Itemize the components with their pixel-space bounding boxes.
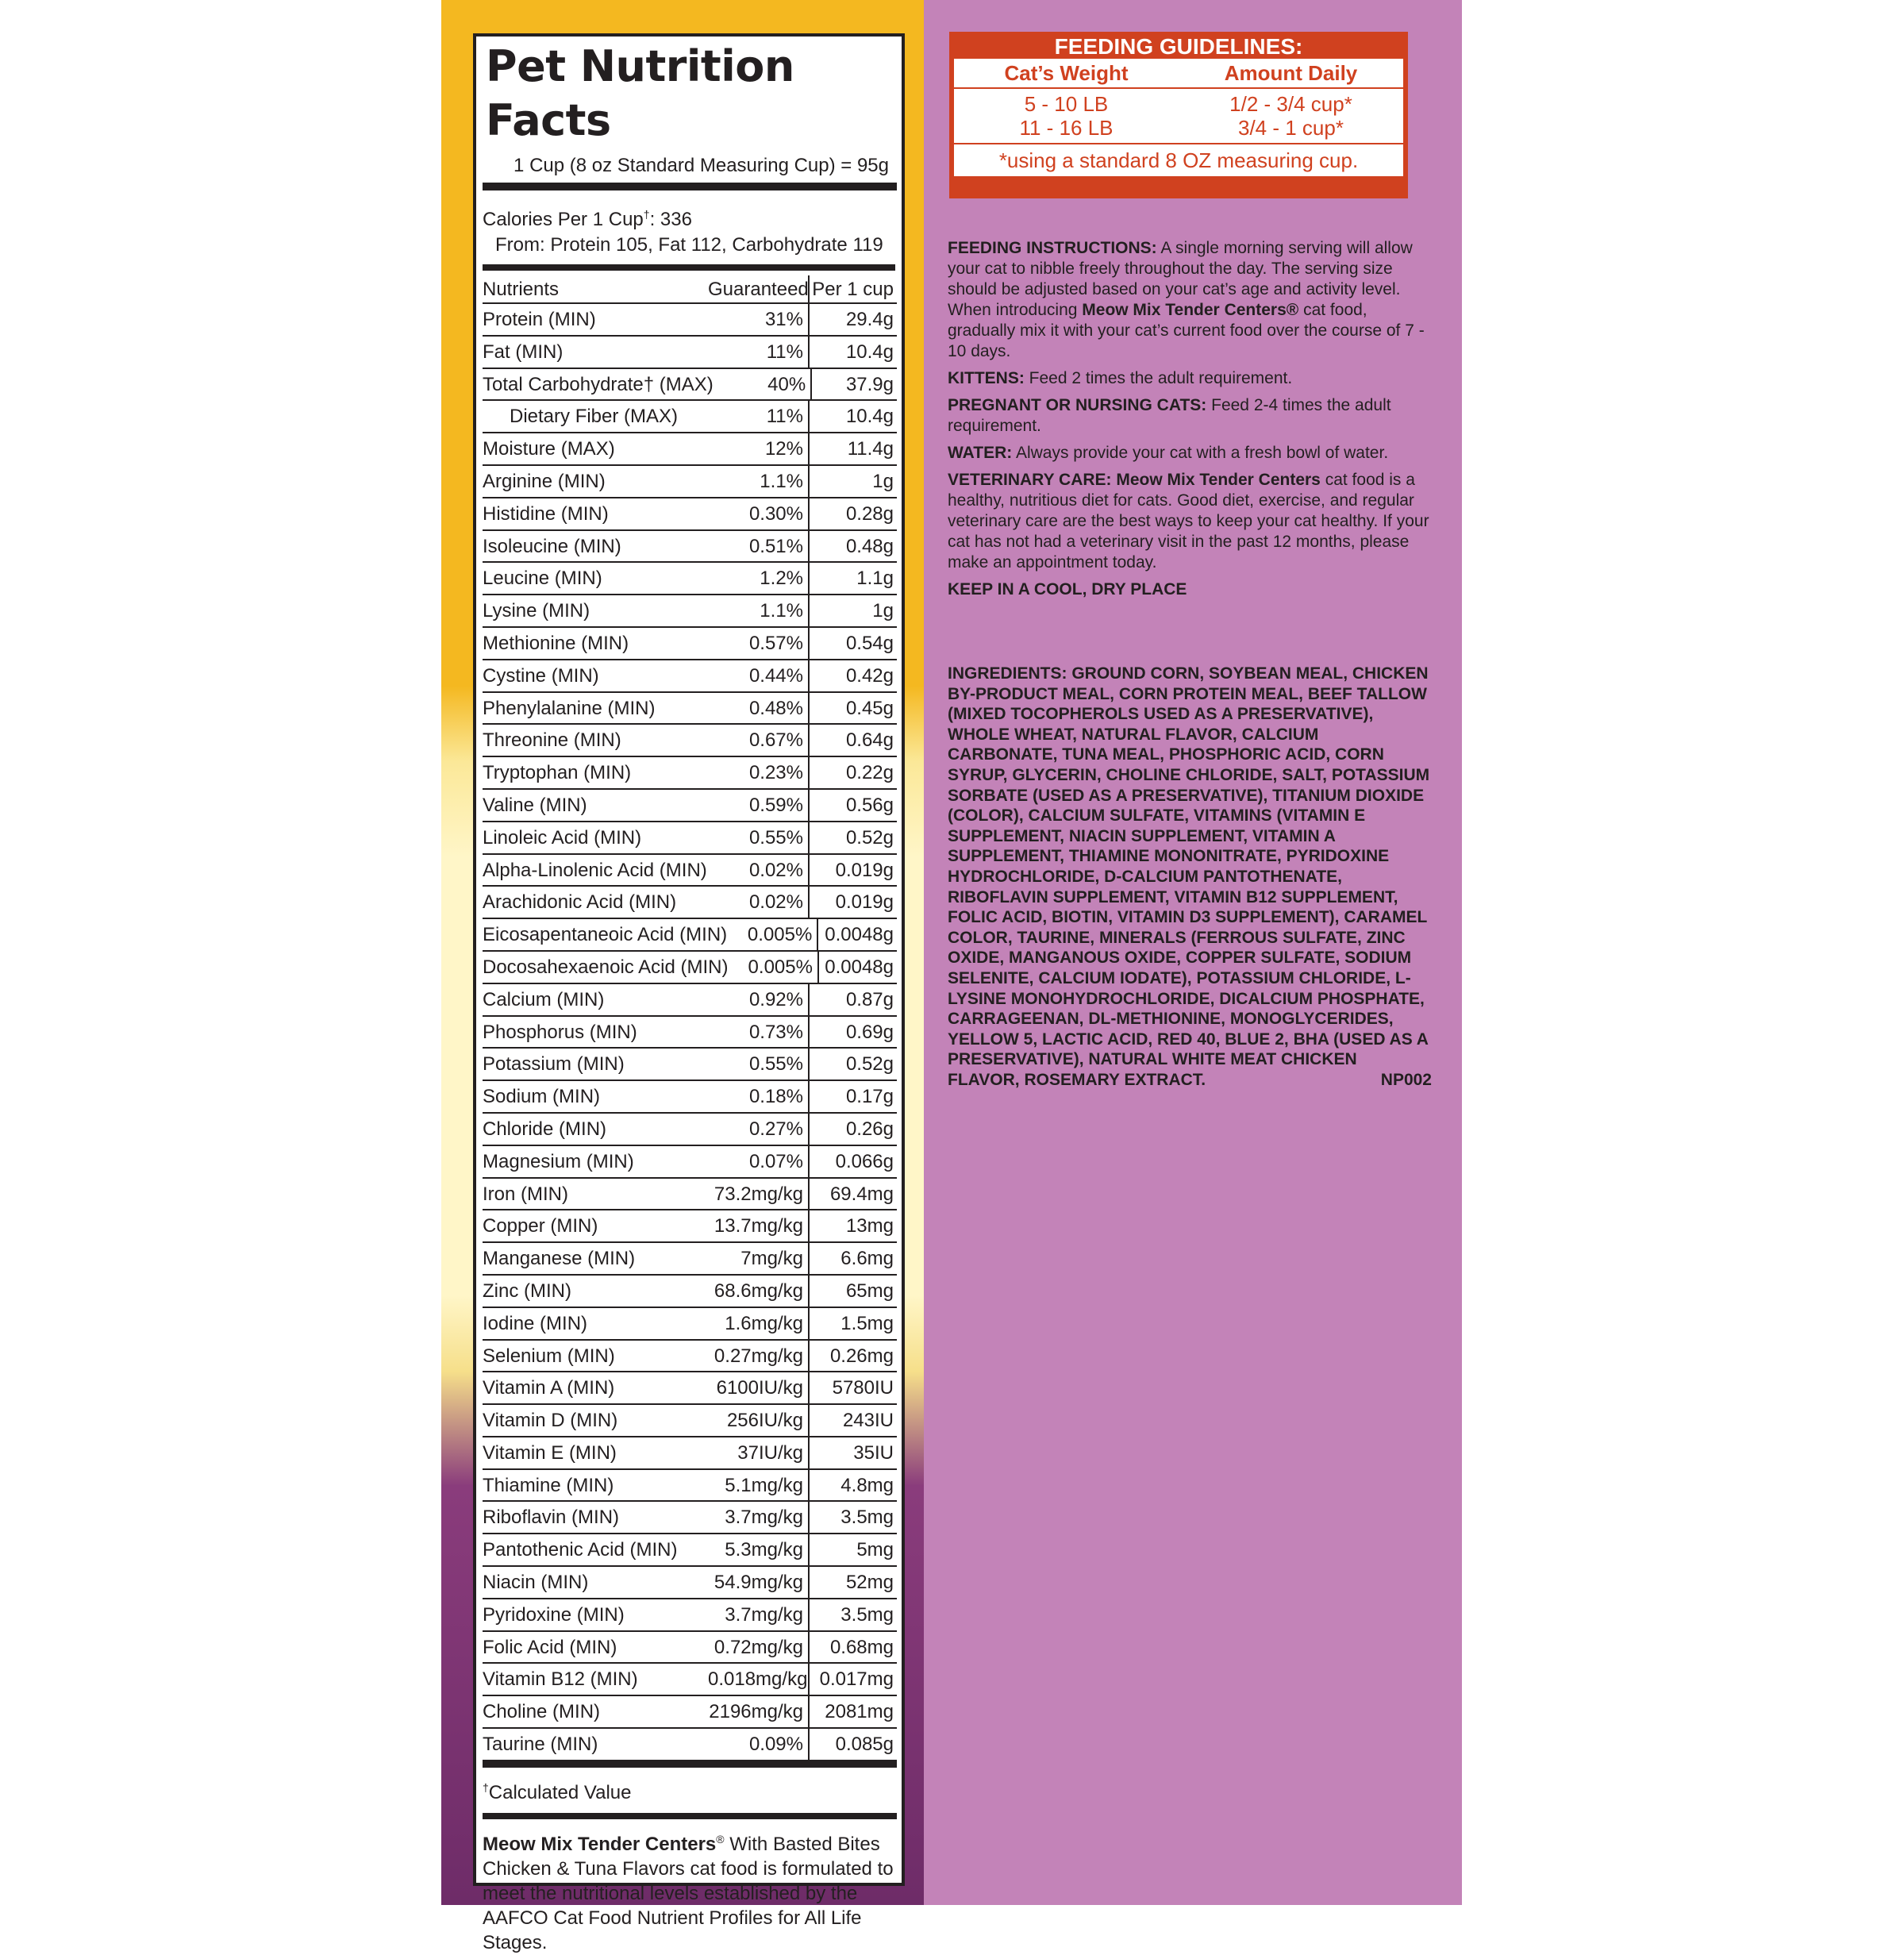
guaranteed-value: 0.59%	[708, 790, 810, 821]
guaranteed-value: 11%	[708, 337, 810, 368]
per-cup-value: 52mg	[845, 1572, 894, 1594]
table-row	[483, 1567, 897, 1599]
dagger-mark: †	[643, 208, 650, 221]
table-row	[483, 1599, 897, 1632]
keep-label: KEEP IN A COOL, DRY PLACE	[948, 580, 1187, 598]
guaranteed-value: 0.30%	[708, 498, 810, 529]
feeding-rows	[954, 89, 1403, 144]
per-cup-value: 0.019g	[835, 859, 894, 881]
table-row	[483, 1372, 897, 1405]
table-row	[483, 563, 897, 595]
footnote-text: Calculated Value	[488, 1781, 632, 1803]
table-row	[483, 1049, 897, 1081]
nutrient-name: Magnesium (MIN)	[483, 1150, 634, 1172]
nutrient-name: Choline (MIN)	[483, 1701, 601, 1723]
table-row	[483, 369, 897, 402]
table-row	[483, 1243, 897, 1276]
nutrient-name: Pantothenic Acid (MIN)	[483, 1539, 678, 1561]
per-cup-value: 5780IU	[832, 1377, 894, 1399]
table-header	[483, 275, 897, 304]
guaranteed-value: 11%	[708, 401, 810, 432]
per-cup-value: 0.54g	[845, 632, 894, 654]
fi-label: FEEDING INSTRUCTIONS:	[948, 239, 1157, 257]
per-cup-value: 37.9g	[845, 373, 894, 395]
header-weight: Cat’s Weight	[1004, 61, 1129, 85]
ingredients-block	[948, 664, 1432, 1090]
guaranteed-value: 54.9mg/kg	[708, 1567, 810, 1598]
table-row	[483, 1405, 897, 1437]
ingredients-label: INGREDIENTS:	[948, 664, 1067, 683]
per-cup-value: 0.52g	[845, 826, 894, 849]
nutrient-name: Threonine (MIN)	[483, 729, 621, 752]
water-label: WATER:	[948, 444, 1013, 462]
water-instructions	[948, 443, 1432, 464]
fi-text2: cat food, gradually mix it with your cat’s current food over the course of 7 - 10 days.	[948, 301, 1425, 360]
calories-value: : 336	[649, 209, 692, 230]
amount-cell: 1/2 - 3/4 cup*	[1229, 92, 1352, 116]
per-cup-value: 243IU	[842, 1410, 894, 1432]
nutrient-name: Cystine (MIN)	[483, 664, 599, 687]
instructions-block	[948, 238, 1432, 606]
guaranteed-value: 13.7mg/kg	[708, 1210, 810, 1241]
guaranteed-value: 12%	[708, 433, 810, 464]
statement-brand: Meow Mix Tender Centers	[483, 1833, 717, 1855]
per-cup-value: 0.0048g	[825, 956, 894, 978]
nutrient-name: Manganese (MIN)	[483, 1248, 636, 1270]
per-cup-value: 4.8mg	[840, 1474, 894, 1496]
table-row	[483, 984, 897, 1017]
per-cup-value: 0.26g	[845, 1118, 894, 1140]
per-cup-value: 0.64g	[845, 729, 894, 752]
guaranteed-value: 3.7mg/kg	[708, 1502, 810, 1533]
table-row	[483, 1470, 897, 1503]
nutrient-table	[483, 275, 897, 1761]
nutrient-name: Chloride (MIN)	[483, 1118, 607, 1140]
nutrient-name: Niacin (MIN)	[483, 1572, 589, 1594]
guaranteed-value: 0.55%	[708, 822, 810, 853]
nutrient-name: Linoleic Acid (MIN)	[483, 826, 642, 849]
nutrient-name: Taurine (MIN)	[483, 1734, 598, 1756]
nutrient-name: Fat (MIN)	[483, 341, 564, 363]
nutrient-name: Leucine (MIN)	[483, 568, 602, 590]
guaranteed-value: 1.1%	[708, 595, 810, 626]
guaranteed-value: 0.57%	[708, 628, 810, 659]
ingredients-text: GROUND CORN, SOYBEAN MEAL, CHICKEN BY-PRODUCT MEAL, CORN PROTEIN MEAL, BEEF TALLOW (MIXED TOCOPHEROLS USED AS A PRESERVATIVE), WHOLE WHEAT, NATURAL FLAVOR, CALCIUM CARBONATE, TUNA MEAL, PHOSPHORIC ACID, CORN SYRUP, GLYCERIN, CHOLINE CHLORIDE, SALT, POTASSIUM SORBATE (USED AS A PRESERVATIVE), TITANIUM DIOXIDE (COLOR), CALCIUM SULFATE, VITAMINS (VITAMIN E SUPPLEMENT, NIACIN SUPPLEMENT, VITAMIN A SUPPLEMENT, THIAMINE MONONITRATE, PYRIDOXINE HYDROCHLORIDE, D-CALCIUM PANTOTHENATE, RIBOFLAVIN SUPPLEMENT, VITAMIN B12 SUPPLEMENT, FOLIC ACID, BIOTIN, VITAMIN D3 SUPPLEMENT), CARAMEL COLOR, TAURINE, MINERALS (FERROUS SULFATE, ZINC OXIDE, MANGANOUS OXIDE, COPPER SULFATE, SODIUM SELENITE, CALCIUM IODATE), POTASSIUM CHLORIDE, L-LYSINE MONOHYDROCHLORIDE, DICALCIUM PHOSPHATE, CARRAGEENAN, DL-METHIONINE, MONOGLYCERIDES, YELLOW 5, LACTIC ACID, RED 40, BLUE 2, BHA (USED AS A PRESERVATIVE), NATURAL WHITE MEAT CHICKEN FLAVOR, ROSEMARY EXTRACT.	[948, 664, 1430, 1089]
nutrient-name: Vitamin D (MIN)	[483, 1410, 618, 1432]
nutrition-title: Pet Nutrition Facts	[486, 41, 794, 145]
table-row	[483, 757, 897, 790]
nutrient-name: Riboflavin (MIN)	[483, 1507, 620, 1529]
weight-cell: 11 - 16 LB	[1019, 116, 1114, 140]
table-row	[483, 1114, 897, 1146]
guaranteed-value: 73.2mg/kg	[708, 1179, 810, 1210]
table-row	[483, 531, 897, 564]
table-row	[483, 1017, 897, 1049]
nutrient-name: Vitamin B12 (MIN)	[483, 1668, 638, 1691]
nutrient-name: Moisture (MAX)	[483, 438, 615, 460]
nutrient-name: Thiamine (MIN)	[483, 1474, 614, 1496]
table-row	[483, 595, 897, 628]
weight-cell: 5 - 10 LB	[1024, 92, 1109, 116]
table-row	[483, 693, 897, 725]
guaranteed-value: 0.005%	[727, 919, 818, 950]
pregnant-label: PREGNANT OR NURSING CATS:	[948, 396, 1207, 414]
nutrient-name: Dietary Fiber (MAX)	[510, 406, 679, 428]
guaranteed-value: 37IU/kg	[708, 1437, 810, 1468]
per-cup-value: 0.52g	[845, 1053, 894, 1076]
per-cup-value: 35IU	[853, 1441, 894, 1464]
nutrient-name: Total Carbohydrate† (MAX)	[483, 373, 714, 395]
per-cup-value: 1.5mg	[840, 1312, 894, 1334]
per-cup-value: 3.5mg	[840, 1507, 894, 1529]
vet-brand: Meow Mix Tender Centers	[1111, 471, 1321, 489]
guaranteed-value: 0.02%	[708, 887, 810, 918]
per-cup-value: 1.1g	[856, 568, 894, 590]
nutrient-name: Methionine (MIN)	[483, 632, 629, 654]
guaranteed-value: 0.92%	[708, 984, 810, 1015]
per-cup-value: 0.019g	[835, 891, 894, 914]
per-cup-value: 0.56g	[845, 794, 894, 816]
table-row	[483, 1632, 897, 1664]
calories-block	[483, 202, 895, 271]
guaranteed-value: 0.09%	[708, 1729, 810, 1760]
guaranteed-value: 256IU/kg	[708, 1405, 810, 1436]
nutrient-name: Iodine (MIN)	[483, 1312, 588, 1334]
per-cup-value: 0.066g	[835, 1150, 894, 1172]
feeding-header	[954, 59, 1403, 89]
dagger-mark: †	[483, 1780, 489, 1794]
table-row	[483, 1534, 897, 1567]
pregnant-text: Feed 2-4 times the adult requirement.	[948, 396, 1391, 435]
guaranteed-value: 31%	[708, 304, 810, 335]
guaranteed-value: 0.51%	[708, 531, 810, 562]
vet-instructions	[948, 470, 1432, 573]
table-row	[483, 1437, 897, 1470]
serving-size: 1 Cup (8 oz Standard Measuring Cup) = 95g	[483, 154, 897, 190]
guaranteed-value: 0.73%	[708, 1017, 810, 1048]
table-row	[483, 401, 897, 433]
per-cup-value: 0.17g	[845, 1086, 894, 1108]
table-row	[483, 790, 897, 822]
table-row	[483, 628, 897, 660]
calories-label: Calories Per 1 Cup	[483, 209, 644, 230]
fi-text1: A single morning serving will allow your cat to nibble freely throughout the day. The serving size should be adjusted based on your cat’s age and activity level. When introducing	[948, 239, 1413, 319]
table-row	[483, 855, 897, 887]
table-row	[483, 304, 897, 337]
per-cup-value: 1g	[872, 600, 894, 622]
nutrient-name: Copper (MIN)	[483, 1215, 598, 1237]
guaranteed-value: 5.3mg/kg	[708, 1534, 810, 1565]
nutrient-name: Arginine (MIN)	[483, 470, 606, 492]
nutrient-name: Tryptophan (MIN)	[483, 762, 632, 784]
per-cup-value: 0.69g	[845, 1021, 894, 1043]
table-row	[483, 660, 897, 693]
per-cup-value: 0.45g	[845, 697, 894, 719]
guaranteed-value: 2196mg/kg	[708, 1696, 810, 1727]
table-row	[483, 1664, 897, 1696]
nutrient-name: Eicosapentaneoic Acid (MIN)	[483, 924, 728, 946]
nutrient-name: Selenium (MIN)	[483, 1345, 615, 1367]
guaranteed-value: 68.6mg/kg	[708, 1276, 810, 1307]
per-cup-value: 13mg	[845, 1215, 894, 1237]
guaranteed-value: 0.67%	[708, 725, 810, 756]
guaranteed-value: 0.72mg/kg	[708, 1632, 810, 1663]
per-cup-value: 0.085g	[835, 1734, 894, 1756]
nutrient-name: Protein (MIN)	[483, 309, 596, 330]
per-cup-value: 0.48g	[845, 535, 894, 557]
nutrient-name: Histidine (MIN)	[483, 502, 609, 525]
per-cup-value: 10.4g	[845, 341, 894, 363]
per-cup-value: 0.87g	[845, 988, 894, 1010]
kittens-text: Feed 2 times the adult requirement.	[1024, 369, 1293, 387]
nutrient-name: Phenylalanine (MIN)	[483, 697, 656, 719]
registered-mark: ®	[1286, 301, 1299, 319]
table-row	[483, 1308, 897, 1341]
header-guaranteed: Guaranteed	[708, 275, 810, 302]
per-cup-value: 2081mg	[825, 1701, 894, 1723]
product-code: NP002	[1380, 1070, 1432, 1089]
nutrient-name: Calcium (MIN)	[483, 988, 605, 1010]
guaranteed-value: 0.18%	[708, 1081, 810, 1112]
vet-label: VETERINARY CARE:	[948, 471, 1112, 489]
per-cup-value: 10.4g	[845, 406, 894, 428]
per-cup-value: 5mg	[856, 1539, 894, 1561]
nutrient-name: Folic Acid (MIN)	[483, 1636, 617, 1658]
table-row	[483, 1696, 897, 1729]
per-cup-value: 69.4mg	[829, 1183, 894, 1205]
guaranteed-value: 0.48%	[708, 693, 810, 724]
nutrient-name: Arachidonic Acid (MIN)	[483, 891, 677, 914]
nutrient-name: Vitamin A (MIN)	[483, 1377, 615, 1399]
aafco-statement	[483, 1827, 895, 1955]
guaranteed-value: 1.6mg/kg	[708, 1308, 810, 1339]
header-per-cup: Per 1 cup	[812, 279, 894, 300]
nutrient-name: Isoleucine (MIN)	[483, 535, 621, 557]
per-cup-value: 0.26mg	[829, 1345, 894, 1367]
table-row	[483, 725, 897, 757]
guaranteed-value: 0.005%	[728, 952, 818, 983]
storage-note	[948, 579, 1432, 600]
header-nutrients: Nutrients	[483, 279, 560, 300]
table-row	[483, 466, 897, 498]
nutrient-name: Pyridoxine (MIN)	[483, 1603, 625, 1626]
table-row	[483, 1276, 897, 1308]
guaranteed-value: 0.018mg/kg	[708, 1664, 810, 1695]
table-row	[483, 887, 897, 919]
per-cup-value: 0.017mg	[819, 1668, 894, 1691]
nutrient-name: Alpha-Linolenic Acid (MIN)	[483, 859, 707, 881]
per-cup-value: 1g	[872, 470, 894, 492]
table-row	[483, 952, 897, 984]
per-cup-value: 29.4g	[845, 309, 894, 330]
guaranteed-value: 1.2%	[708, 563, 810, 594]
water-text: Always provide your cat with a fresh bowl of water.	[1012, 444, 1389, 462]
table-row	[483, 1179, 897, 1211]
guaranteed-value: 5.1mg/kg	[708, 1470, 810, 1501]
nutrient-name: Zinc (MIN)	[483, 1280, 571, 1302]
per-cup-value: 0.0048g	[825, 924, 894, 946]
feeding-guidelines-title: FEEDING GUIDELINES:	[1054, 34, 1303, 59]
kittens-label: KITTENS:	[948, 369, 1025, 387]
table-row	[483, 1502, 897, 1534]
guaranteed-value: 0.55%	[708, 1049, 810, 1079]
per-cup-value: 0.28g	[845, 502, 894, 525]
table-row	[483, 1210, 897, 1243]
guaranteed-value: 7mg/kg	[708, 1243, 810, 1274]
feeding-note: *using a standard 8 OZ measuring cup.	[998, 148, 1359, 172]
table-row	[483, 919, 897, 952]
nutrition-facts-box	[473, 33, 905, 1953]
registered-mark: ®	[716, 1832, 725, 1845]
amount-cell: 3/4 - 1 cup*	[1238, 116, 1344, 140]
guaranteed-value: 0.27%	[708, 1114, 810, 1145]
guaranteed-value: 40%	[714, 369, 812, 400]
feeding-instructions	[948, 238, 1432, 362]
guaranteed-value: 6100IU/kg	[708, 1372, 810, 1403]
table-row	[954, 92, 1403, 116]
nutrient-name: Sodium (MIN)	[483, 1086, 601, 1108]
guaranteed-value: 0.23%	[708, 757, 810, 788]
per-cup-value: 6.6mg	[840, 1248, 894, 1270]
feeding-guidelines-box	[949, 32, 1408, 198]
table-row	[483, 337, 897, 369]
footnote	[483, 1761, 897, 1819]
table-row	[483, 433, 897, 466]
header-amount: Amount Daily	[1224, 61, 1358, 85]
per-cup-value: 0.42g	[845, 664, 894, 687]
feeding-guidelines-table	[954, 59, 1403, 176]
guaranteed-value: 3.7mg/kg	[708, 1599, 810, 1630]
statement-text: With Basted Bites Chicken & Tuna Flavors cat food is formulated to meet the nutritional levels established by the AAFCO Cat Food Nutrient Profiles for All Life Stages.	[483, 1833, 894, 1953]
nutrient-name: Lysine (MIN)	[483, 600, 590, 622]
nutrient-name: Docosahexaenoic Acid (MIN)	[483, 956, 729, 978]
guaranteed-value: 1.1%	[708, 466, 810, 497]
nutrient-name: Valine (MIN)	[483, 794, 587, 816]
table-row	[483, 498, 897, 531]
calories-from: From: Protein 105, Fat 112, Carbohydrate 119	[495, 234, 883, 256]
table-row	[483, 822, 897, 855]
nutrient-name: Phosphorus (MIN)	[483, 1021, 637, 1043]
per-cup-value: 11.4g	[847, 438, 894, 460]
per-cup-value: 0.22g	[845, 762, 894, 784]
guaranteed-value: 0.02%	[708, 855, 810, 886]
kittens-instructions	[948, 368, 1432, 389]
nutrient-name: Iron (MIN)	[483, 1183, 568, 1205]
guaranteed-value: 0.07%	[708, 1146, 810, 1177]
nutrient-name: Potassium (MIN)	[483, 1053, 625, 1076]
vet-text: cat food is a healthy, nutritious diet for cats. Good diet, exercise, and regular veterinary care are the best ways to keep your cat healthy. If your cat has not had a veterinary visit in the past 12 months, please make an appointment today.	[948, 471, 1429, 571]
table-row	[483, 1146, 897, 1179]
per-cup-value: 0.68mg	[829, 1636, 894, 1658]
per-cup-value: 3.5mg	[840, 1603, 894, 1626]
table-row	[954, 116, 1403, 140]
guaranteed-value: 0.44%	[708, 660, 810, 691]
table-row	[483, 1081, 897, 1114]
pregnant-instructions	[948, 395, 1432, 437]
table-row	[483, 1341, 897, 1373]
table-row	[483, 1729, 897, 1761]
fi-brand: Meow Mix Tender Centers	[1082, 301, 1287, 319]
nutrient-name: Vitamin E (MIN)	[483, 1441, 617, 1464]
per-cup-value: 65mg	[845, 1280, 894, 1302]
guaranteed-value: 0.27mg/kg	[708, 1341, 810, 1372]
